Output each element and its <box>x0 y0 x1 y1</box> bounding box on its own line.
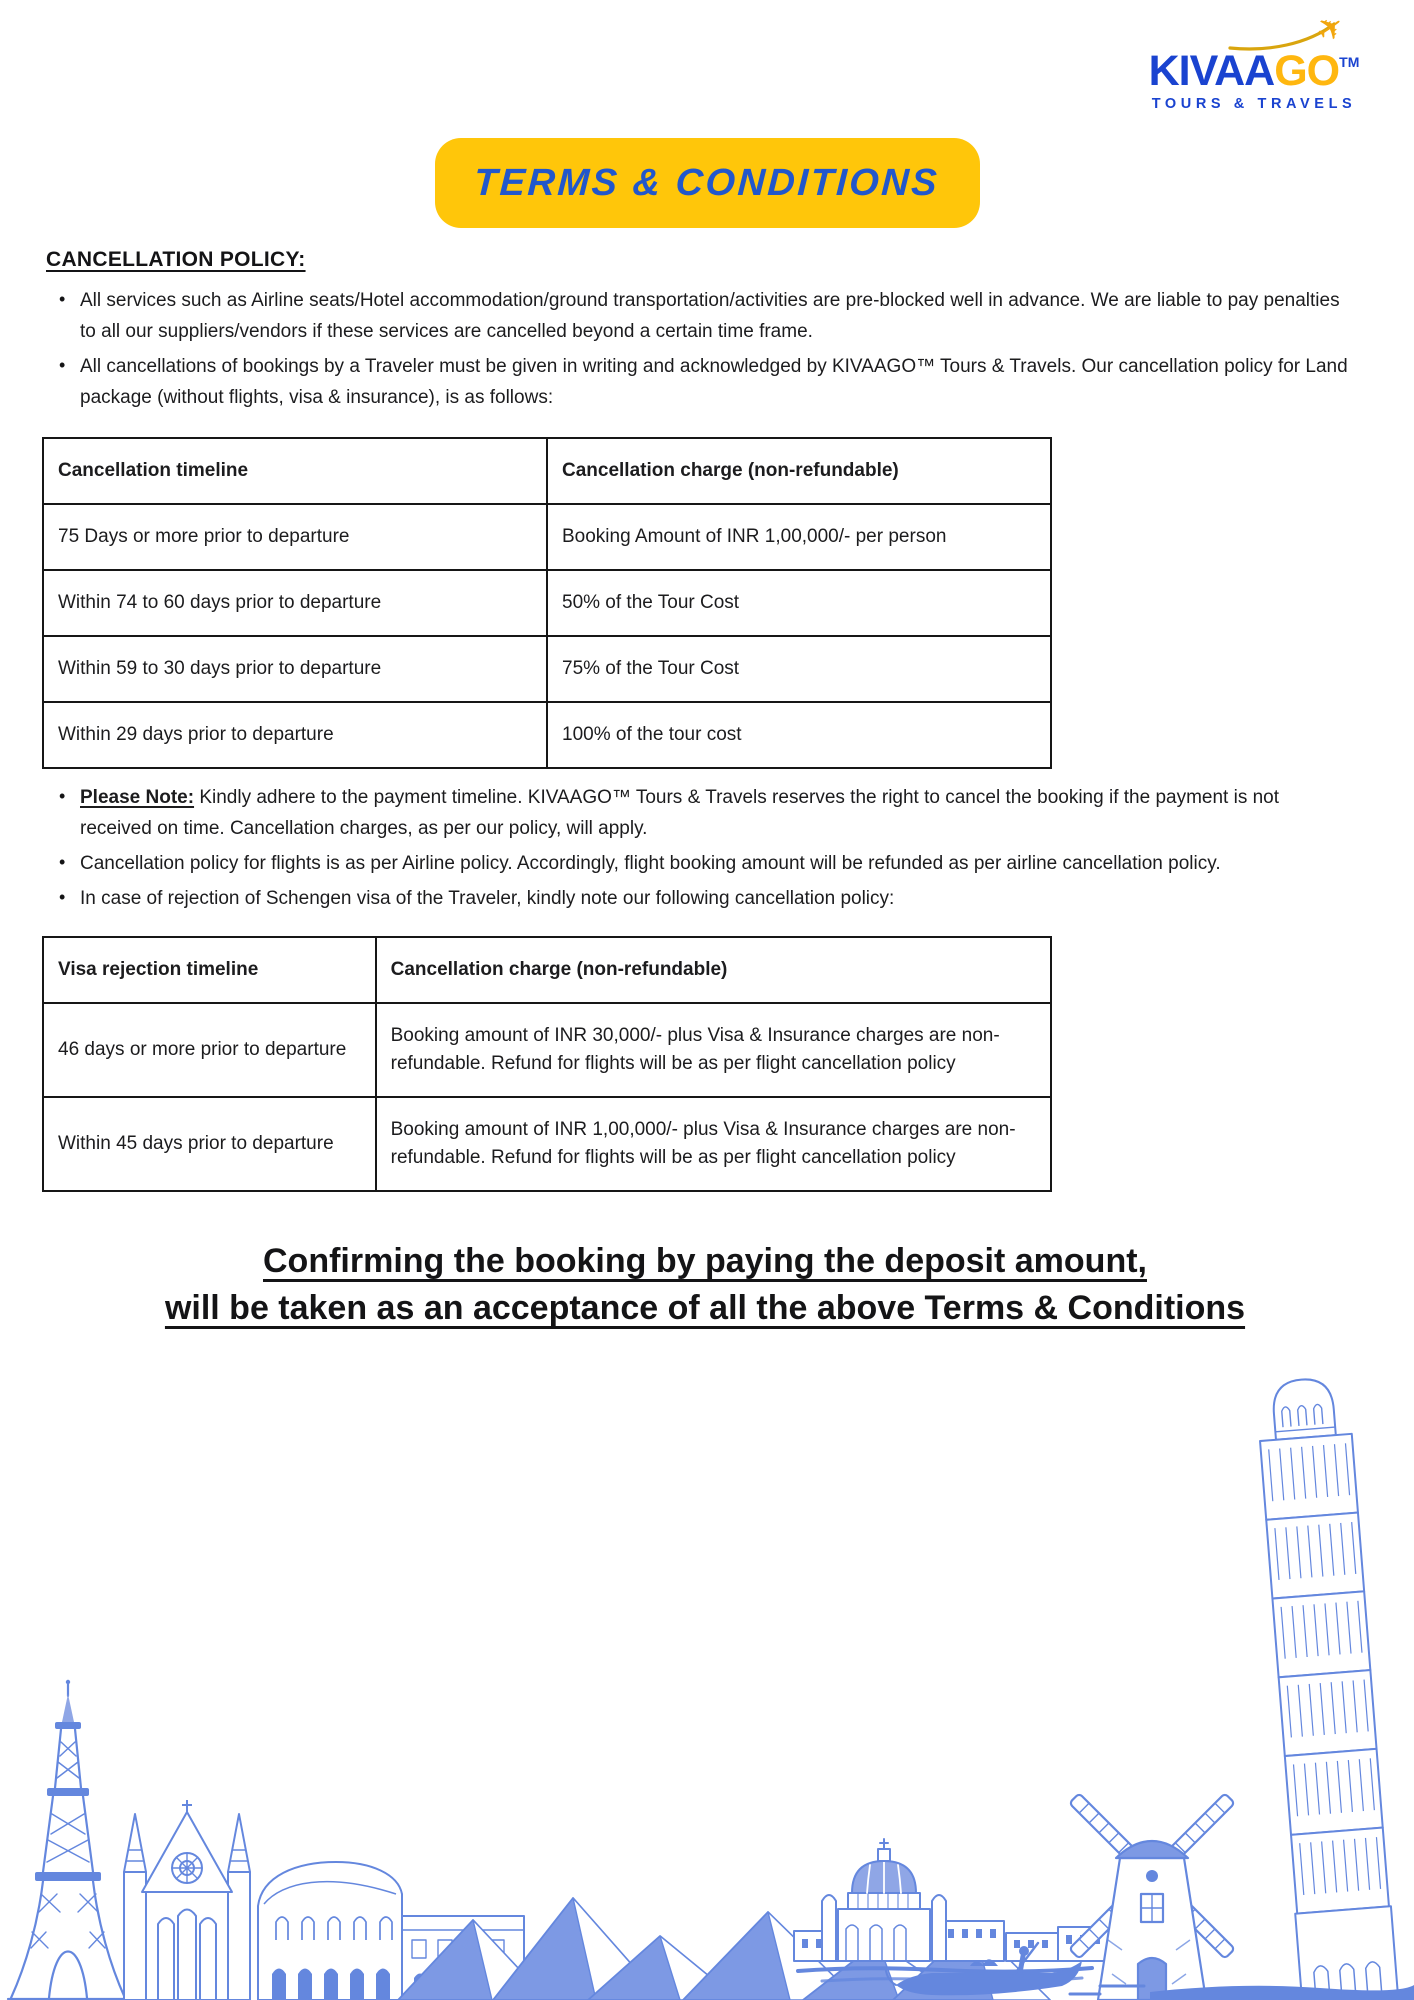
cathedral-illustration <box>124 1800 250 2000</box>
table-cell: 46 days or more prior to departure <box>43 1003 376 1097</box>
list-item: • All services such as Airline seats/Hotel accommodation/ground transportation/activities are pre-blocked well in advance. We are liable to pay penalties to all our suppliers/vendors if these services are cancelled beyond a certain time frame. <box>46 285 1351 347</box>
table-cell: 75 Days or more prior to departure <box>43 504 547 570</box>
table-row <box>43 1003 1051 1097</box>
visa-rejection-table <box>42 936 1052 1192</box>
table-cell: 75% of the Tour Cost <box>547 636 1051 702</box>
list-item <box>46 782 1351 844</box>
brand-name-accent: GO <box>1274 47 1340 95</box>
column-header: Cancellation charge (non-refundable) <box>547 438 1051 504</box>
cancellation-intro-list <box>46 285 1364 413</box>
table-cell: 50% of the Tour Cost <box>547 570 1051 636</box>
table-row <box>43 702 1051 768</box>
airplane-icon <box>1222 5 1362 51</box>
page-content <box>0 248 1414 1332</box>
column-header: Cancellation charge (non-refundable) <box>376 937 1051 1003</box>
table-row <box>43 1097 1051 1191</box>
colosseum-illustration <box>258 1862 524 2000</box>
mountains-illustration <box>398 1898 1050 2000</box>
note-text: Kindly adhere to the payment timeline. KIVAAGO™ Tours & Travels reserves the right to cancel the booking if the payment is not received on time. Cancellation charges, as per our policy, will apply. <box>80 787 1280 839</box>
confirmation-line-2: will be taken as an acceptance of all the above Terms & Conditions <box>164 1289 1246 1327</box>
title-banner <box>435 138 980 228</box>
pisa-tower-illustration <box>1253 1376 1397 2000</box>
confirmation-line-1: Confirming the booking by paying the deposit amount, <box>263 1242 1147 1280</box>
table-cell: Within 29 days prior to departure <box>43 702 547 768</box>
windmill-illustration <box>1069 1793 1234 2000</box>
list-item: • Cancellation policy for flights is as per Airline policy. Accordingly, flight booking amount will be refunded as per airline cancellation policy. <box>46 848 1351 879</box>
brand-tagline: TOURS & TRAVELS <box>1151 96 1357 112</box>
eiffel-tower-illustration <box>8 1680 222 1999</box>
table-header-row <box>43 438 1051 504</box>
table-header-row <box>43 937 1051 1003</box>
table-row <box>43 636 1051 702</box>
table-cell: Booking amount of INR 1,00,000/- plus Visa & Insurance charges are non-refundable. Refund for flights will be as per flight cancellation policy <box>376 1097 1051 1191</box>
venice-illustration <box>794 1839 1110 1995</box>
table-cell: Booking Amount of INR 1,00,000/- per person <box>547 504 1051 570</box>
cancellation-policy-heading: CANCELLATION POLICY: <box>46 248 306 271</box>
table-cell: Within 74 to 60 days prior to departure <box>43 570 547 636</box>
note-label: Please Note: <box>80 787 195 808</box>
brand-name-primary: KIVAA <box>1148 47 1275 95</box>
landmarks-illustration <box>0 1340 1414 2000</box>
table-row <box>43 570 1051 636</box>
gondola-illustration <box>886 1943 1082 1995</box>
page-title: TERMS & CONDITIONS <box>473 161 941 204</box>
windmill-blades <box>1069 1793 1234 1958</box>
svg-text:✈: ✈ <box>1309 5 1352 51</box>
list-item: • All cancellations of bookings by a Traveler must be given in writing and acknowledged by KIVAAGO™ Tours & Travels. Our cancellation policy for Land package (without flights, visa & insurance), is as follows: <box>46 351 1351 413</box>
table-row <box>43 504 1051 570</box>
list-item: • In case of rejection of Schengen visa of the Traveler, kindly note our following cancellation policy: <box>46 883 1351 914</box>
brand-name <box>1136 47 1372 95</box>
policy-notes-list <box>46 782 1364 914</box>
table-cell: Within 45 days prior to departure <box>43 1097 376 1191</box>
confirmation-statement <box>46 1238 1364 1332</box>
cancellation-charges-table <box>42 437 1052 769</box>
column-header: Visa rejection timeline <box>43 937 376 1003</box>
table-cell: 100% of the tour cost <box>547 702 1051 768</box>
table-cell: Booking amount of INR 30,000/- plus Visa & Insurance charges are non-refundable. Refund for flights will be as per flight cancellation policy <box>376 1003 1051 1097</box>
ground-illustration <box>1070 1985 1414 2000</box>
table-cell: Within 59 to 30 days prior to departure <box>43 636 547 702</box>
trademark-symbol: TM <box>1339 54 1360 70</box>
column-header: Cancellation timeline <box>43 438 547 504</box>
brand-logo <box>1136 5 1372 112</box>
